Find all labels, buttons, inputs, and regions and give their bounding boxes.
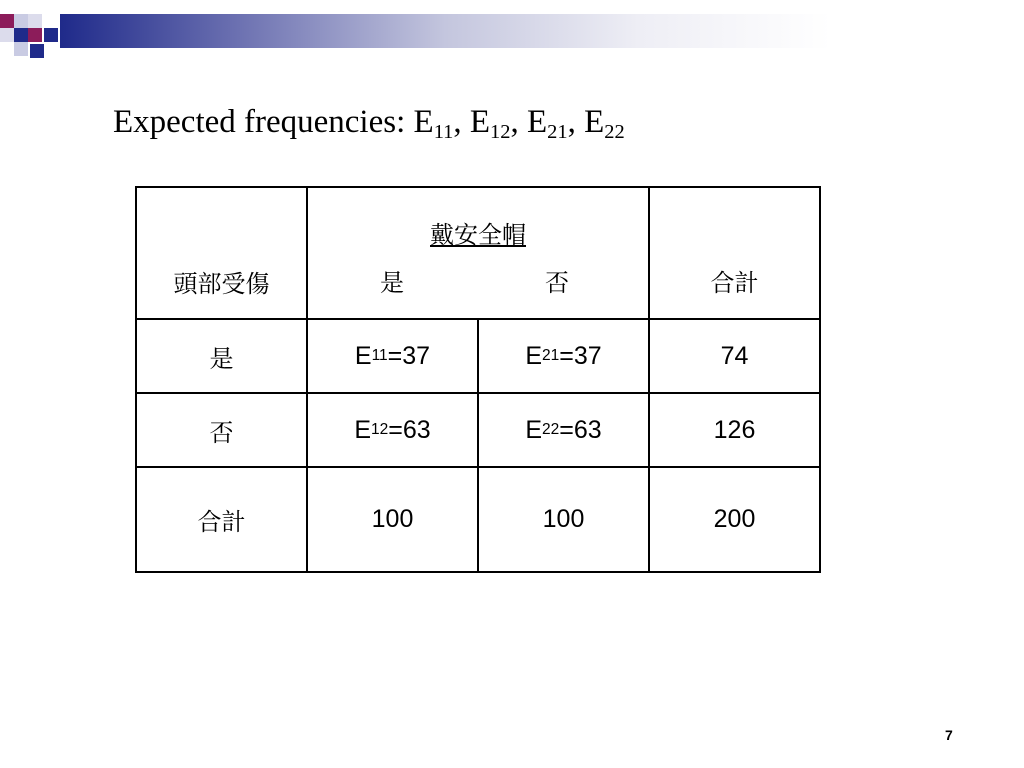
header-square-light	[28, 14, 42, 28]
column-header-total: 合計	[710, 268, 759, 297]
contingency-table	[135, 186, 821, 573]
row-header-label: 頭部受傷	[173, 269, 270, 298]
table-cell-column-total: 100	[542, 505, 585, 533]
header-gradient-bar	[60, 14, 1024, 48]
table-cell-row-total: 126	[713, 415, 756, 444]
slide-title: Expected frequencies: $E_{11}$, $E_{12}$, $E_{21}$, $E_{22}$	[113, 104, 625, 144]
column-header-no: 否	[545, 268, 569, 297]
row-label-no: 否	[209, 418, 234, 447]
table-cell-row-total: 74	[720, 341, 749, 370]
table-cell-e11: E 11 =37	[354, 341, 431, 370]
header-square-light	[14, 14, 28, 28]
table-cell-e21: E 21 =37	[525, 341, 602, 370]
column-header-yes: 是	[380, 268, 404, 297]
header-square-blue	[14, 28, 28, 42]
table-cell-grand-total: 200	[713, 505, 756, 533]
header-square-light	[14, 42, 28, 56]
table-cell-e22: E 22 =63	[525, 415, 602, 444]
header-square-light	[0, 28, 14, 42]
slide-header-band	[0, 14, 1024, 48]
header-square-blue	[44, 28, 58, 42]
table-cell-column-total: 100	[371, 505, 414, 533]
header-square-purple	[28, 28, 42, 42]
group-header: 戴安全帽	[430, 220, 526, 249]
table-cell-e12: E 12 =63	[354, 415, 431, 444]
row-label-total: 合計	[197, 508, 246, 536]
page-number: 7	[945, 727, 953, 743]
row-label-yes: 是	[209, 344, 234, 373]
header-square-blue	[30, 44, 44, 58]
header-square-purple	[0, 14, 14, 28]
